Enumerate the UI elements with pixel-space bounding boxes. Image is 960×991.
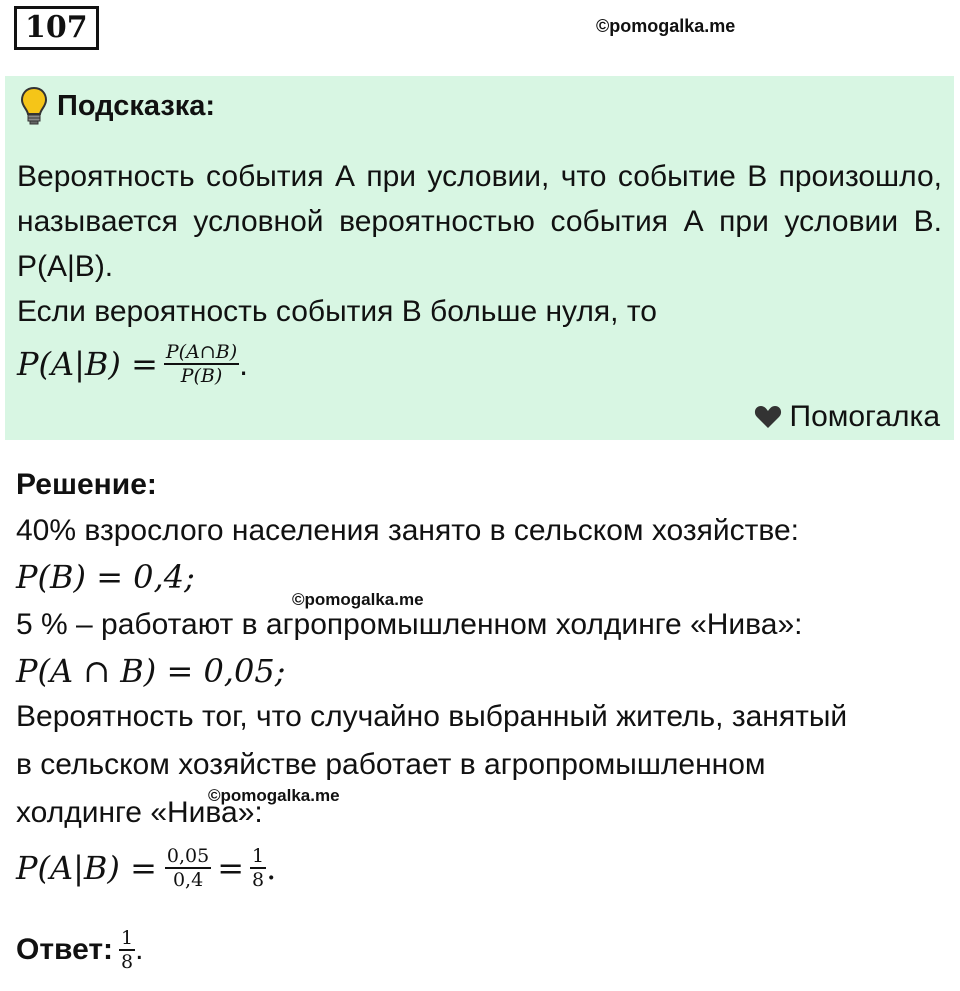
answer [16,920,143,980]
problem-number: 107 [14,6,99,50]
hint-formula-end: . [239,345,248,382]
heart-icon [754,405,782,429]
formula-3-fraction-1 [165,845,211,891]
hint-paragraph-condition: Если вероятность события В больше нуля, то [17,295,657,328]
answer-end: . [135,933,144,966]
watermark-lower: ©pomogalka.me [208,786,340,805]
watermark-top: ©pomogalka.me [596,16,736,36]
signature [754,400,941,434]
solution-formula-2 [16,652,285,690]
signature-label: Помогалка [789,400,940,433]
formula-2-text: P(A ∩ B) = 0,05; [16,652,286,690]
hint-formula-numerator: P(A∩B) [165,341,238,363]
answer-numerator: 1 [121,927,134,949]
formula-3-denominator-2: 8 [252,869,265,891]
lightbulb-icon [21,86,47,126]
hint-formula [17,334,942,394]
hint-formula-denominator: P(B) [180,365,223,387]
answer-fraction [119,927,135,973]
formula-3-end: . [266,849,277,887]
formula-3-numerator-2: 1 [252,845,265,867]
watermark-middle: ©pomogalka.me [292,590,424,609]
solution-formula-3 [16,838,276,898]
hint-header [21,86,215,126]
hint-paragraph-definition: Вероятность события А при условии, что событие В произошло, называется условной вероятностью события А при условии В. Р(А|В). [17,160,942,283]
solution-formula-1 [16,558,195,596]
answer-label: Ответ: [16,933,114,966]
formula-3-lhs: P(A|B) = [16,849,157,887]
formula-3-denominator-1: 0,4 [172,869,204,891]
solution-heading: Решение: [16,468,157,501]
solution-line-5: холдинге «Нива»: [16,796,263,829]
solution-line-4: в сельском хозяйстве работает в агропромышленном [16,748,766,781]
solution-line-2: 5 % – работают в агропромышленном холдинге «Нива»: [16,608,803,641]
formula-3-equals: = [217,849,245,887]
hint-title: Подсказка: [57,89,216,122]
answer-denominator: 8 [121,951,134,973]
solution-line-1: 40% взрослого населения занято в сельском хозяйстве: [16,514,799,547]
formula-3-fraction-2 [250,845,266,891]
hint-formula-lhs: P(A|B) = [17,344,158,383]
hint-box [5,76,954,440]
hint-formula-fraction [164,341,239,387]
formula-1-text: P(B) = 0,4; [16,558,195,596]
hint-body [17,154,942,394]
formula-3-numerator-1: 0,05 [166,845,210,867]
solution-line-3: Вероятность тог, что случайно выбранный житель, занятый [16,700,848,733]
